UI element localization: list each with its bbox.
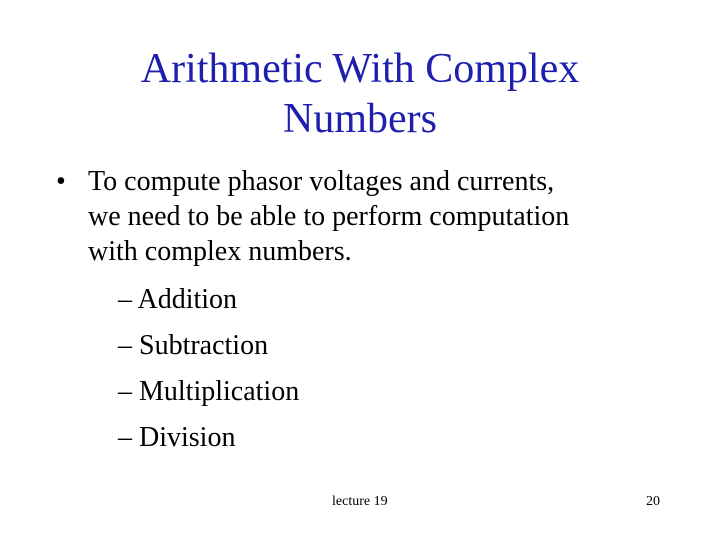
dash-icon: – — [118, 284, 138, 315]
sub-item-label: Multiplication — [139, 376, 300, 407]
bullet-text-line-2: we need to be able to perform computation — [88, 201, 570, 232]
dash-icon: – — [118, 376, 139, 407]
title-line-2: Numbers — [283, 96, 437, 142]
sub-item-subtraction — [118, 323, 676, 369]
sub-item-addition — [118, 277, 676, 323]
sub-item-division — [118, 415, 676, 461]
bullet-text-line-1: To compute phasor voltages and currents, — [88, 166, 555, 197]
footer-page-number: 20 — [646, 494, 660, 509]
sub-item-label: Subtraction — [139, 330, 269, 361]
dash-icon: – — [118, 330, 139, 361]
slide-title — [0, 44, 720, 144]
bullet-list — [56, 164, 676, 461]
title-line-1: Arithmetic With Complex — [140, 46, 580, 92]
bullet-text-line-3: with complex numbers. — [88, 236, 352, 267]
main-bullet-item — [56, 164, 676, 269]
sub-item-label: Division — [139, 422, 236, 453]
footer-lecture-label: lecture 19 — [332, 494, 388, 509]
sub-item-label: Addition — [137, 284, 238, 315]
dash-icon: – — [118, 422, 139, 453]
sub-bullet-list — [56, 277, 676, 461]
bullet-dot-icon: • — [56, 166, 66, 197]
sub-item-multiplication — [118, 369, 676, 415]
